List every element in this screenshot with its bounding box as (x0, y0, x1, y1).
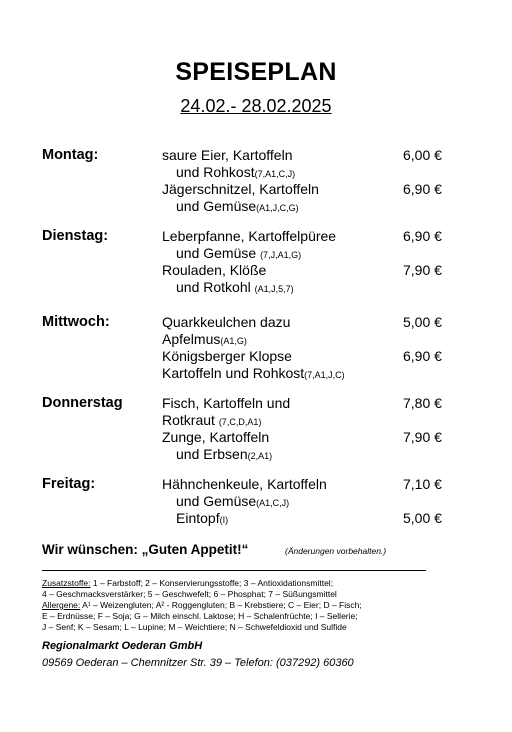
allergen-code: (A1,C,J) (256, 498, 290, 508)
dish-price: 6,90 € (403, 181, 442, 197)
dish-text: Apfelmus (162, 331, 221, 347)
company-address: 09569 Oederan – Chemnitzer Str. 39 – Telefon: (037292) 60360 (42, 657, 354, 669)
dish-text: Rotkraut (162, 412, 219, 428)
additives-line: 4 – Geschmacksverstärker; 5 – Geschwefelt; 6 – Phosphat; 7 – Süßungsmittel (42, 589, 337, 599)
dish-price: 6,90 € (403, 228, 442, 244)
dish-text: und Gemüse (176, 493, 257, 509)
dish-line: Königsberger Klopse (162, 348, 292, 364)
day-label-tuesday: Dienstag: (42, 228, 109, 244)
allergens-text: A¹ – Weizengluten; A² - Roggengluten; B – Krebstiere; C – Eier; D – Fisch; (80, 600, 362, 610)
allergen-code: (I) (219, 515, 229, 525)
page-title: SPEISEPLAN (175, 58, 337, 86)
allergen-code: (7,C,D,A1) (218, 417, 262, 427)
allergen-code: (A1,J,C,G) (256, 203, 299, 213)
day-label-thursday: Donnerstag (42, 395, 123, 411)
wish-note: (Änderungen vorbehalten.) (285, 546, 387, 556)
additives-label: Zusatzstoffe: (42, 578, 91, 588)
date-range: 24.02.- 28.02.2025 (180, 96, 332, 116)
dish-line: Fisch, Kartoffeln und (162, 395, 291, 411)
allergen-code: (7,A1,J,C) (304, 370, 345, 380)
dish-price: 6,90 € (403, 348, 442, 364)
dish-line (162, 412, 261, 428)
dish-price: 7,80 € (403, 395, 442, 411)
dish-line (162, 331, 247, 347)
allergens-line (42, 600, 362, 610)
dish-price: 5,00 € (403, 314, 442, 330)
dish-line (176, 245, 301, 261)
dish-price: 7,90 € (403, 429, 442, 445)
allergens-line: J – Senf; K – Sesam; L – Lupine; M – Weichtiere; N – Schwefeldioxid und Sulfide (42, 622, 347, 632)
dish-line (162, 365, 345, 381)
dish-line: Quarkkeulchen dazu (162, 314, 291, 330)
day-label-monday: Montag: (42, 147, 99, 163)
day-label-wednesday: Mittwoch: (42, 314, 110, 330)
allergen-code: (A1,G) (220, 336, 247, 346)
dish-line: Rouladen, Klöße (162, 262, 267, 278)
allergens-line: E – Erdnüsse; F – Soja; G – Milch einschl. Laktose; H – Schalenfrüchte; I – Sellerie; (42, 611, 358, 621)
dish-line (176, 279, 294, 295)
allergens-label: Allergene: (42, 600, 81, 610)
dish-text: Kartoffeln und Rohkost (162, 365, 305, 381)
dish-line: Zunge, Kartoffeln (162, 429, 270, 445)
dish-text: und Rotkohl (176, 279, 255, 295)
dish-line (176, 493, 289, 509)
wish-text: Wir wünschen: „Guten Appetit!“ (42, 542, 249, 557)
dish-text: und Erbsen (176, 446, 248, 462)
dish-price: 7,10 € (403, 476, 442, 492)
dish-price: 5,00 € (403, 510, 442, 526)
allergen-code: (A1,J,5,7) (254, 284, 294, 294)
dish-line (176, 164, 295, 180)
dish-text: und Gemüse (176, 245, 261, 261)
dish-line: saure Eier, Kartoffeln (162, 147, 293, 163)
dish-line (176, 446, 272, 462)
dish-price: 6,00 € (403, 147, 442, 163)
dish-line: Jägerschnitzel, Kartoffeln (162, 181, 319, 197)
allergen-code: (2,A1) (247, 451, 273, 461)
allergen-code: (7,J,A1,G) (260, 250, 302, 260)
dish-text: und Gemüse (176, 198, 257, 214)
allergen-code: (7,A1,C,J) (254, 169, 296, 179)
dish-line: Leberpfanne, Kartoffelpüree (162, 228, 337, 244)
dish-line (176, 510, 228, 526)
additives-text: 1 – Farbstoff; 2 – Konservierungsstoffe; 3 – Antioxidationsmittel; (90, 578, 334, 588)
dish-price: 7,90 € (403, 262, 442, 278)
divider (42, 570, 426, 571)
day-label-friday: Freitag: (42, 476, 96, 492)
additives-line (42, 578, 333, 588)
dish-text: Eintopf (176, 510, 220, 526)
dish-line: Hähnchenkeule, Kartoffeln (162, 476, 327, 492)
dish-line (176, 198, 299, 214)
company-name: Regionalmarkt Oederan GmbH (42, 640, 203, 652)
dish-text: und Rohkost (176, 164, 255, 180)
